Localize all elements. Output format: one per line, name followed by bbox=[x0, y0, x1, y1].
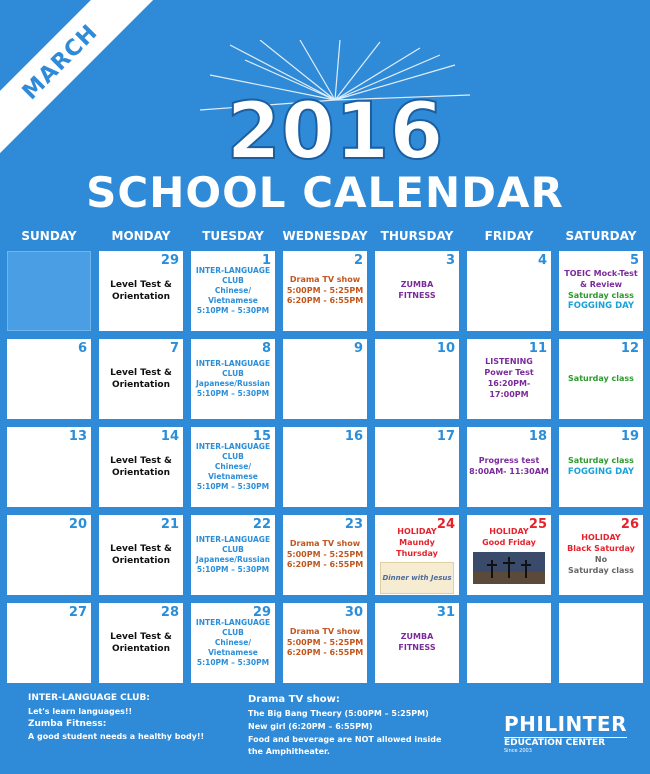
day-number: 20 bbox=[68, 517, 87, 532]
weekday-header bbox=[3, 229, 647, 243]
event-line: Drama TV show bbox=[289, 274, 361, 284]
event-line: Good Friday bbox=[482, 537, 536, 547]
day-number: 25 bbox=[528, 517, 547, 532]
brand-logo bbox=[504, 712, 627, 754]
month-ribbon bbox=[0, 0, 167, 169]
day-number: 7 bbox=[169, 341, 179, 356]
crosses-image bbox=[473, 552, 545, 584]
drama-line: The Big Bang Theory (5:00PM – 5:25PM) bbox=[248, 709, 429, 718]
event-line: Orientation bbox=[111, 468, 171, 478]
event-content bbox=[467, 427, 551, 507]
event-content bbox=[191, 339, 275, 419]
day-number: 9 bbox=[353, 341, 363, 356]
weekday-label: SATURDAY bbox=[565, 229, 637, 243]
footer bbox=[0, 692, 650, 774]
event-line: Level Test & bbox=[110, 279, 172, 290]
day-number: 29 bbox=[252, 605, 271, 620]
event-line: 5:10PM – 5:30PM bbox=[196, 389, 270, 399]
event-content bbox=[99, 339, 183, 419]
event-line: Drama TV show bbox=[289, 538, 361, 548]
day-number: 16 bbox=[344, 429, 363, 444]
day-number: 1 bbox=[261, 253, 271, 268]
event-line: Orientation bbox=[111, 644, 171, 654]
event-line: Saturday class bbox=[568, 373, 634, 383]
event-content bbox=[191, 603, 275, 683]
day-cell[interactable] bbox=[467, 251, 551, 331]
event-content bbox=[283, 515, 367, 595]
dinner-caption: Dinner with Jesus bbox=[382, 573, 452, 582]
event-line: Orientation bbox=[111, 292, 171, 302]
weekday-label: TUESDAY bbox=[202, 229, 264, 243]
event-line: INTER-LANGUAGE bbox=[195, 358, 271, 368]
day-number: 23 bbox=[344, 517, 363, 532]
event-line: Power Test bbox=[484, 368, 534, 378]
day-cell[interactable] bbox=[99, 251, 183, 331]
day-cell[interactable] bbox=[375, 427, 459, 507]
day-cell[interactable] bbox=[283, 251, 367, 331]
event-line: Orientation bbox=[111, 556, 171, 566]
day-cell[interactable] bbox=[191, 251, 275, 331]
day-number: 14 bbox=[160, 429, 179, 444]
event-line: Maundy Thursday bbox=[396, 537, 438, 558]
event-content bbox=[99, 603, 183, 683]
day-cell[interactable] bbox=[99, 427, 183, 507]
event-line: FITNESS bbox=[398, 643, 436, 652]
event-line: ZUMBA bbox=[400, 280, 434, 290]
event-content bbox=[99, 427, 183, 507]
day-number: 22 bbox=[252, 517, 271, 532]
event-line: CLUB bbox=[222, 544, 244, 554]
footer-left bbox=[28, 692, 204, 743]
day-number: 24 bbox=[436, 517, 455, 532]
event-line: 5:00PM - 5:25PM bbox=[286, 285, 364, 295]
week-row bbox=[3, 336, 647, 424]
day-cell[interactable] bbox=[7, 251, 91, 331]
day-cell[interactable] bbox=[559, 603, 643, 683]
day-number: 17 bbox=[436, 429, 455, 444]
event-content bbox=[283, 603, 367, 683]
day-number: 27 bbox=[68, 605, 87, 620]
day-number: 11 bbox=[528, 341, 547, 356]
event-line: Progress test bbox=[478, 456, 540, 466]
day-cell[interactable] bbox=[191, 427, 275, 507]
event-line: CLUB bbox=[222, 451, 244, 461]
event-line: 5:00PM - 5:25PM bbox=[286, 549, 364, 559]
event-line: CLUB bbox=[222, 627, 244, 637]
day-cell[interactable] bbox=[375, 251, 459, 331]
event-content bbox=[559, 515, 643, 595]
day-number: 3 bbox=[445, 253, 455, 268]
day-number: 2 bbox=[353, 253, 363, 268]
day-number: 15 bbox=[252, 429, 271, 444]
weekday-label: SUNDAY bbox=[21, 229, 77, 243]
event-line: HOLIDAY bbox=[397, 527, 437, 536]
day-number: 18 bbox=[528, 429, 547, 444]
day-cell[interactable] bbox=[7, 603, 91, 683]
day-number: 5 bbox=[629, 253, 639, 268]
day-cell[interactable] bbox=[191, 603, 275, 683]
day-number: 19 bbox=[620, 429, 639, 444]
event-line: Orientation bbox=[111, 380, 171, 390]
day-cell[interactable] bbox=[99, 339, 183, 419]
day-cell[interactable] bbox=[375, 339, 459, 419]
event-line: & Review bbox=[579, 279, 623, 289]
day-cell[interactable] bbox=[283, 603, 367, 683]
event-line: Drama TV show bbox=[289, 626, 361, 636]
event-content bbox=[99, 251, 183, 331]
event-line: INTER-LANGUAGE bbox=[195, 534, 271, 544]
brand-name: PHILINTER bbox=[504, 712, 627, 736]
club-text: Let's learn languages!! bbox=[28, 706, 133, 716]
event-line: 6:20PM - 6:55PM bbox=[286, 648, 364, 658]
weekday-label: FRIDAY bbox=[484, 229, 534, 243]
event-line: Level Test & bbox=[110, 455, 172, 466]
event-line: INTER-LANGUAGE bbox=[195, 441, 271, 451]
day-number: 12 bbox=[620, 341, 639, 356]
page-title: SCHOOL CALENDAR bbox=[86, 168, 564, 217]
event-content bbox=[99, 515, 183, 595]
day-number: 28 bbox=[160, 605, 179, 620]
event-line: 16:20PM-17:00PM bbox=[487, 379, 531, 399]
zumba-text: A good student needs a healthy body!! bbox=[28, 732, 205, 741]
event-line: CLUB bbox=[222, 368, 244, 378]
event-line: Japanese/Russian bbox=[195, 555, 270, 564]
week-row bbox=[3, 600, 647, 688]
event-line: FOGGING DAY bbox=[567, 301, 635, 312]
weekday-label: THURSDAY bbox=[380, 229, 454, 243]
event-line: Chinese/ bbox=[214, 285, 252, 295]
drama-line: New girl (6:20PM – 6:55PM) bbox=[248, 721, 373, 731]
day-number: 29 bbox=[160, 253, 179, 268]
day-cell[interactable] bbox=[283, 339, 367, 419]
event-line: Saturday class bbox=[568, 565, 634, 575]
event-line: Vietnamese bbox=[208, 648, 258, 658]
event-line: 5:10PM – 5:30PM bbox=[196, 482, 270, 492]
event-content bbox=[191, 427, 275, 507]
event-line: Vietnamese bbox=[208, 296, 258, 306]
event-line: FITNESS bbox=[398, 291, 436, 300]
event-line: Level Test & bbox=[110, 367, 172, 378]
day-cell[interactable] bbox=[7, 427, 91, 507]
event-line: 5:00PM - 5:25PM bbox=[286, 637, 364, 647]
event-content bbox=[375, 251, 459, 331]
event-content bbox=[467, 515, 551, 595]
weekday-label: MONDAY bbox=[111, 229, 171, 243]
event-line: No bbox=[594, 555, 608, 564]
day-number: 31 bbox=[436, 605, 455, 620]
event-content bbox=[283, 251, 367, 331]
drama-line: Food and beverage are NOT allowed inside bbox=[248, 734, 442, 744]
event-line: Vietnamese bbox=[208, 472, 258, 482]
event-content bbox=[191, 515, 275, 595]
day-number: 21 bbox=[160, 517, 179, 532]
weekday-label: WEDNESDAY bbox=[282, 229, 368, 243]
event-line: Saturday class bbox=[568, 455, 634, 465]
day-cell[interactable] bbox=[283, 515, 367, 595]
event-line: 5:10PM – 5:30PM bbox=[196, 306, 270, 316]
event-content bbox=[559, 427, 643, 507]
brand-sub: EDUCATION CENTER bbox=[504, 737, 627, 748]
week-row bbox=[3, 424, 647, 512]
day-number: 4 bbox=[537, 253, 547, 268]
year-graphic bbox=[190, 40, 480, 170]
day-cell[interactable] bbox=[375, 603, 459, 683]
event-line: 5:10PM – 5:30PM bbox=[196, 658, 270, 668]
calendar-grid bbox=[3, 248, 647, 688]
day-cell[interactable] bbox=[467, 603, 551, 683]
day-number: 6 bbox=[77, 341, 87, 356]
drama-line: the Amphitheater. bbox=[248, 747, 330, 757]
brand-since: Since 2003 bbox=[504, 748, 532, 754]
event-line: FOGGING DAY bbox=[567, 466, 635, 477]
club-heading: INTER-LANGUAGE CLUB: bbox=[28, 693, 150, 703]
day-cell[interactable] bbox=[375, 515, 459, 595]
day-cell[interactable] bbox=[7, 515, 91, 595]
event-content bbox=[191, 251, 275, 331]
zumba-heading: Zumba Fitness: bbox=[28, 718, 107, 729]
event-line: 6:20PM - 6:55PM bbox=[286, 296, 364, 306]
event-line: 6:20PM - 6:55PM bbox=[286, 560, 364, 570]
day-cell[interactable] bbox=[559, 515, 643, 595]
event-line: TOEIC Mock-Test bbox=[564, 269, 638, 279]
day-number: 26 bbox=[620, 517, 639, 532]
event-line: HOLIDAY bbox=[581, 533, 621, 543]
event-line: Chinese/ bbox=[214, 461, 252, 471]
event-line: Chinese/ bbox=[214, 637, 252, 647]
event-line: INTER-LANGUAGE bbox=[195, 265, 271, 275]
event-content bbox=[559, 339, 643, 419]
event-line: Saturday class bbox=[568, 290, 634, 300]
day-cell[interactable] bbox=[559, 427, 643, 507]
day-cell[interactable] bbox=[283, 427, 367, 507]
event-line: Black Saturday bbox=[567, 544, 635, 554]
year-text: 2016 bbox=[226, 87, 444, 170]
event-line: 8:00AM- 11:30AM bbox=[469, 467, 549, 476]
day-cell[interactable] bbox=[559, 251, 643, 331]
day-number: 30 bbox=[344, 605, 363, 620]
day-cell[interactable] bbox=[99, 603, 183, 683]
week-row bbox=[3, 248, 647, 336]
day-cell[interactable] bbox=[191, 339, 275, 419]
event-content bbox=[375, 515, 459, 595]
day-cell[interactable] bbox=[467, 515, 551, 595]
event-line: Japanese/Russian bbox=[195, 379, 270, 388]
event-line: ZUMBA bbox=[400, 632, 434, 642]
day-cell[interactable] bbox=[559, 339, 643, 419]
event-line: INTER-LANGUAGE bbox=[195, 617, 271, 627]
day-number: 8 bbox=[261, 341, 271, 356]
day-cell[interactable] bbox=[99, 515, 183, 595]
event-content bbox=[467, 339, 551, 419]
dinner-image bbox=[380, 562, 454, 594]
drama-heading: Drama TV show: bbox=[248, 694, 340, 705]
day-cell[interactable] bbox=[191, 515, 275, 595]
footer-middle bbox=[248, 692, 441, 759]
event-line: CLUB bbox=[222, 275, 244, 285]
event-line: 5:10PM – 5:30PM bbox=[196, 565, 270, 575]
day-number: 13 bbox=[68, 429, 87, 444]
event-content bbox=[375, 603, 459, 683]
day-cell[interactable] bbox=[467, 339, 551, 419]
event-content bbox=[559, 251, 643, 331]
event-line: Level Test & bbox=[110, 631, 172, 642]
day-cell[interactable] bbox=[467, 427, 551, 507]
event-line: Level Test & bbox=[110, 543, 172, 554]
day-number: 10 bbox=[436, 341, 455, 356]
day-cell[interactable] bbox=[7, 339, 91, 419]
week-row bbox=[3, 512, 647, 600]
month-label: MARCH bbox=[17, 19, 103, 105]
event-line: HOLIDAY bbox=[489, 527, 529, 536]
event-line: LISTENING bbox=[485, 357, 533, 367]
